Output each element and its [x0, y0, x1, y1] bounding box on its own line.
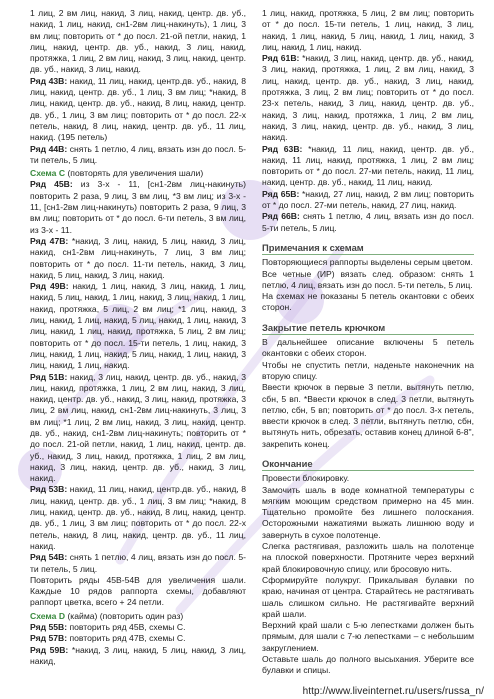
row-65b	[262, 189, 474, 212]
row-55b	[30, 622, 246, 633]
row-49b	[30, 281, 246, 371]
row-title: Ряд 63B:	[262, 143, 303, 154]
notes-paragraph: На схемах не показаны 5 петель окантовки с обеих сторон.	[262, 291, 474, 313]
row-61b	[262, 53, 474, 143]
row-text: снять 1 петлю, 4 лиц, вязать изн до посл. 5-ти петель, 5 лиц.	[30, 143, 247, 165]
scheme-d-heading	[30, 611, 246, 622]
row-title: Ряд 55B:	[30, 622, 68, 633]
row-text: накид, 11 лиц, накид, центр.дв. уб., накид, 8 лиц, накид, центр. дв. уб., 1 лиц, 3 вм лиц; *накид, 8 лиц, накид, центр. дв. уб., накид, 8 лиц, накид, центр. дв. уб., 1 лиц, 3 вм лиц; повторить от * до посл. 22-х петель, накид, 8 лиц, накид, центр. дв. уб., 11 лиц, накид.	[30, 484, 246, 551]
finish-paragraph: Провести блокировку.	[262, 473, 350, 484]
row-44b	[30, 144, 246, 167]
closing-paragraph: Ввести крючок в первые 3 петли, вытянуть петлю, сбн, 5 вп. *Ввести крючок в след. 3 петли, вытянуть петлю, сбн, 5 вп; повторить от * до посл. 3-х петель, ввести крючок в след. 3 петли, вытянуть петлю, сбн, вытянуть нить, обрезать, оставив конец длиной 6-8", закрепить конец.	[262, 382, 474, 449]
row-text: снять 1 петлю, 4 лиц, вязать изн до посл. 5-ти петель, 5 лиц.	[30, 552, 247, 574]
row-text: *накид, 3 лиц, накид, 5 лиц, накид, 3 лиц, накид, сн1-2вм лиц-накинуть, 7 лиц, 3 вм лиц; повторить от * до посл. 11-ти петель, накид, 3 лиц, накид, 5 лиц, накид, 3 лиц, накид.	[30, 235, 246, 280]
row-title: Ряд 61B:	[262, 53, 300, 64]
row-text: *накид, 3 лиц, накид, центр. дв. уб., накид, 3 лиц, накид, протяжка, 1 лиц, 2 вм лиц, накид, 3 лиц, накид, центр. дв. уб., накид, 3 лиц, накид, протяжка, 3 лиц, 2 вм лиц; повторить от * до посл. 23-х петель, накид, 3 лиц, накид, центр. дв. уб., накид, 3 лиц, накид, протяжка, 1 лиц, 2 вм лиц, накид, 3 лиц, накид, центр. дв. уб., накид, 3 лиц, накид.	[262, 53, 474, 143]
row-54b	[30, 552, 246, 575]
row-text: накид, 11 лиц, накид, центр.дв. уб., накид, 8 лиц, накид, центр. дв. уб., 1 лиц, 3 вм лиц; *накид, 8 лиц, накид, центр. дв. уб., накид, 8 лиц, накид, центр. дв. уб., 1 лиц, 3 вм лиц; повторить от * до посл. 22-х петель, накид, 8 лиц, накид, центр. дв. уб., 11 лиц, накид. (195 петель)	[30, 75, 246, 143]
row-text: *накид, 3 лиц, накид, 5 лиц, накид, 3 лиц, накид,	[30, 644, 246, 666]
source-url[interactable]: http://www.liveinternet.ru/users/russa_n/	[302, 686, 484, 697]
notes-heading: Примечания к схемам	[262, 242, 474, 255]
row-title: Ряд 54B:	[30, 552, 68, 563]
row-title: Ряд 66B:	[262, 211, 300, 222]
row-43b	[30, 76, 246, 144]
finish-paragraph: Оставьте шаль до полного высыхания. Уберите все булавки и спицы.	[262, 654, 474, 676]
scheme-title: Схема D	[30, 610, 66, 621]
finish-paragraph: Слегка растягивая, разложить шаль на полотенце на плоской поверхности. Протяните через верхний край блокировочную спицу, или бросовую нить.	[262, 541, 474, 574]
finish-paragraph: Верхний край шали с 5-ю лепестками должен быть прямым, для шали с 7-ю лепестками – с небольшим закруглением.	[262, 620, 474, 653]
row-title: Ряд 44B:	[30, 143, 68, 154]
row-text: *накид, 11 лиц, накид, центр. дв. уб., накид, 11 лиц, накид, протяжка, 1 лиц, 2 вм лиц; повторить от * до посл. 27-ми петель, накид, 11 лиц, накид, центр. дв. уб., накид, 11 лиц, накид.	[262, 143, 474, 188]
row-text: повторить ряд 45B, схемы С.	[67, 622, 186, 633]
scheme-c-heading	[30, 168, 246, 179]
left-column	[30, 8, 246, 667]
row-title: Ряд 51B:	[30, 371, 68, 382]
row-text: повторить ряд 47B, схемы С.	[67, 633, 186, 644]
row-title: Ряд 43B:	[30, 75, 68, 86]
scheme-title: Схема С	[30, 168, 66, 179]
notes-paragraph: Все четные (ИР) вязать след. образом: снять 1 петлю, 4 лиц, вязать изн до посл. 5-ти петель, 5 лиц.	[262, 268, 474, 290]
row-text: накид, 1 лиц, накид, 3 лиц, накид, 1 лиц, накид, 5 лиц, накид, 1 лиц, накид, 3 лиц, накид, 1 лиц, накид, протяжка, 5 лиц, 2 вм лиц; *1 лиц, накид, 3 лиц, накид, 1 лиц, накид, 5 лиц, накид, 1 лиц, накид, 3 лиц, накид, 1 лиц, накид, протяжка, 5 лиц, 2 вм лиц; повторить от * до посл. 15-ти петель, 1 лиц, накид, 3 лиц, накид, 1 лиц, накид, 5 лиц, накид, 1 лиц, накид, 3 лиц, накид, 1 лиц, накид.	[30, 281, 246, 371]
scheme-note: (повторять для увеличения шали)	[65, 168, 204, 179]
row-53b	[30, 484, 246, 552]
notes-paragraph: Повторяющиеся раппорты выделены серым цветом.	[262, 257, 473, 268]
row-title: Ряд 57B:	[30, 633, 68, 644]
row-title: Ряд 49B:	[30, 281, 69, 292]
paragraph: 1 лиц, накид, протяжка, 5 лиц, 2 вм лиц; повторить от * до посл. 15-ти петель, 1 лиц, накид, 3 лиц, накид, 1 лиц, накид, 5 лиц, накид, 1 лиц, накид, 3 лиц, накид, 1 лиц, накид.	[262, 8, 474, 52]
scheme-note: (кайма) (повторить один раз)	[65, 610, 184, 621]
row-title: Ряд 53B:	[30, 484, 68, 495]
closing-heading: Закрытие петель крючком	[262, 322, 474, 335]
row-title: Ряд 45B:	[30, 179, 73, 190]
paragraph: 1 лиц, 2 вм лиц, накид, 3 лиц, накид, центр. дв. уб., накид, 1 лиц, накид, сн1-2вм лиц-накинуть), 1 лиц, 3 вм лиц; повторить от * до посл. 21-ой петли, накид, 1 лиц, накид, центр. дв. уб., накид, 3 лиц, накид, протяжка, 1 лиц, 2 вм лиц, накид, 3 лиц, накид, центр. дв. уб., накид, 3 лиц, накид.	[30, 8, 246, 75]
row-57b	[30, 633, 246, 644]
finish-paragraph: Замочить шаль в воде комнатной температуры с мягким моющим средством примерно на 45 мин. Тщательно промойте без лишнего полоскания. Осторожными нажатиями выжать лишнюю воду и завернуть в сухое полотенце.	[262, 484, 474, 540]
row-text: *накид, 27 лиц, накид, 2 вм лиц; повторить от * до посл. 27-ми петель, накид, 27 лиц, накид.	[262, 188, 474, 211]
row-title: Ряд 65B:	[262, 188, 300, 199]
finish-heading: Окончание	[262, 458, 474, 471]
row-45b	[30, 179, 246, 235]
right-column	[262, 8, 474, 677]
closing-paragraph: В дальнейшее описание включены 5 петель окантовки с обеих сторон.	[262, 337, 474, 359]
row-63b	[262, 144, 474, 189]
row-66b	[262, 211, 474, 234]
row-text: снять 1 петлю, 4 лиц, вязать изн до посл. 5-ти петель, 5 лиц.	[262, 211, 474, 233]
row-text: из 3-х - 11, [сн1-2вм лиц-накинуть) повторить 2 раза, 9 лиц, 3 вм лиц, *3 вм лиц; из 3-х - 11, [сн1-2вм лиц-накинуть) повторить 2 раза, 9 лиц, 3 вм лиц; повторить от * до посл. 6-ти петель, 3 вм лиц, из 3-х - 11.	[30, 179, 246, 235]
row-47b	[30, 236, 246, 281]
row-text: накид, 3 лиц, накид, центр. дв. уб., накид, 3 лиц, накид, протяжка, 1 лиц, 2 вм лиц, накид, 3 лиц, накид, центр. дв. уб., накид, 3 лиц, накид, протяжка, 3 лиц, 2 вм лиц, накид, сн1-2вм лиц-накинуть, 3 лиц, 3 вм лиц; *1 лиц, 2 вм лиц, накид, 3 лиц, накид, центр. дв. уб., накид, сн1-2вм лиц-накинуть; повторить от * до посл. 21-ой петли, накид, 1 лиц, накид, центр. дв. уб., накид, 3 лиц, накид, протяжка, 1 лиц, 2 вм лиц, накид, 3 лиц, накид, центр. дв. уб., накид, 3 лиц, накид.	[30, 371, 246, 484]
row-title: Ряд 59B:	[30, 644, 69, 655]
closing-paragraph: Чтобы не спустить петли, наденьте наконечник на вторую спицу.	[262, 359, 474, 381]
finish-paragraph: Сформируйте полукруг. Прикалывая булавки по краю, начиная от центра. Старайтесь не растягивать шаль слишком сильно. Не растягивайте верхний край шали.	[262, 574, 474, 619]
row-59b	[30, 645, 246, 668]
row-51b	[30, 372, 246, 485]
row-title: Ряд 47B:	[30, 235, 69, 246]
repeat-note: Повторить ряды 45B-54B для увеличения шали. Каждые 10 рядов раппорта схемы, добавляют раппорт цветка, всего + 24 петли.	[30, 574, 246, 608]
